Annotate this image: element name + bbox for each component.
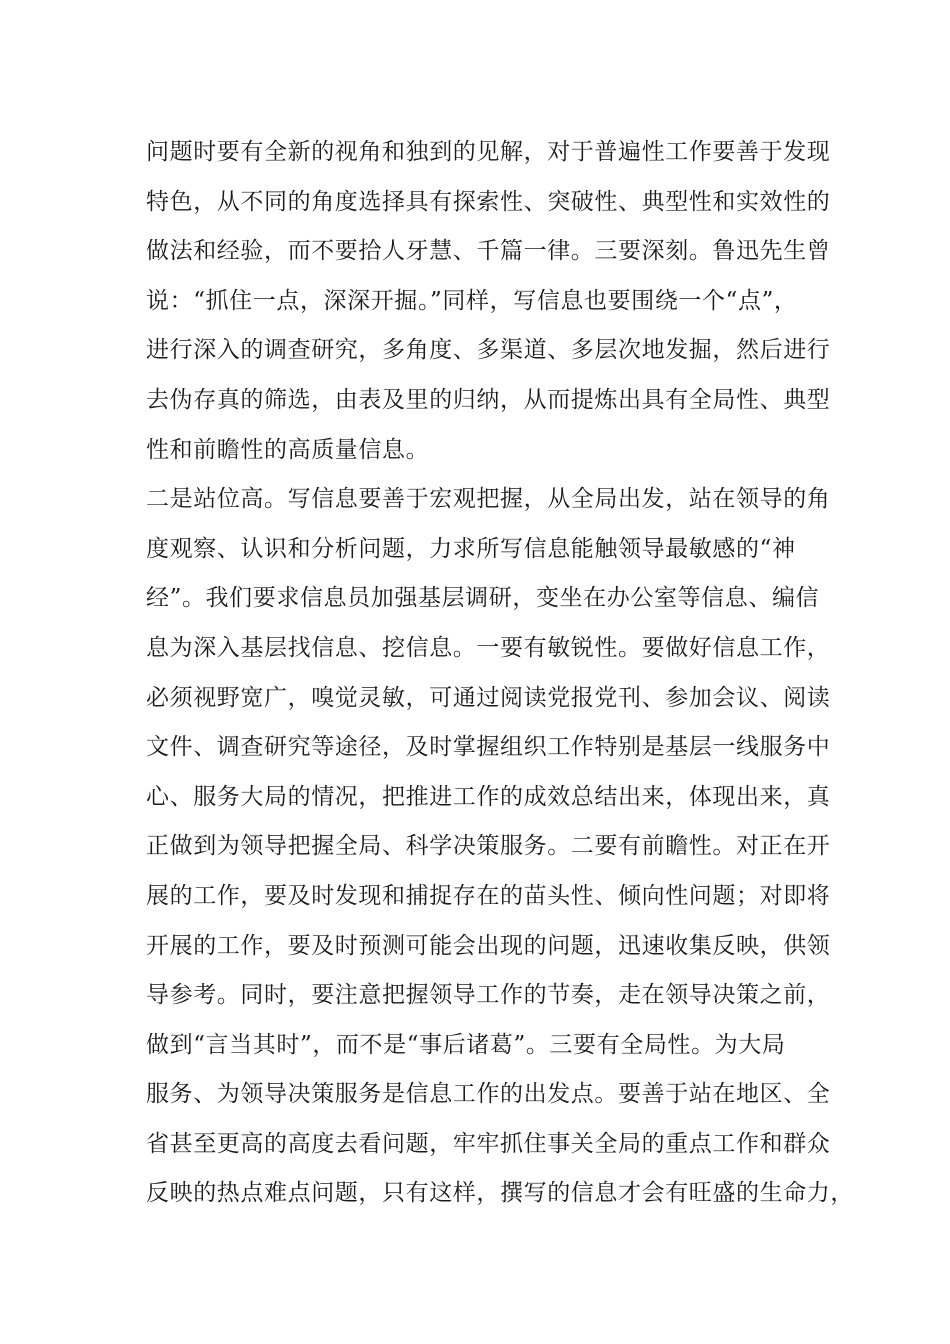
text-line: 反映的热点难点问题，只有这样，撰写的信息才会有旺盛的生命力， [146, 1180, 854, 1207]
text-line: 展的工作，要及时发现和捕捉存在的苗头性、倾向性问题；对即将 [146, 882, 831, 909]
text-line: 进行深入的调查研究，多角度、多渠道、多层次地发掘，然后进行 [146, 337, 831, 364]
text-line: 性和前瞻性的高质量信息。 [146, 436, 430, 463]
text-line: 去伪存真的筛选，由表及里的归纳，从而提炼出具有全局性、典型 [146, 386, 831, 413]
text-line: 省甚至更高的高度去看问题，牢牢抓住事关全局的重点工作和群众 [146, 1130, 831, 1157]
text-line: 文件、调查研究等途径，及时掌握组织工作特别是基层一线服务中 [146, 734, 831, 761]
text-line: 做到“言当其时”，而不是“事后诸葛”。三要有全局性。为大局 [146, 1031, 786, 1058]
text-line: 问题时要有全新的视角和独到的见解，对于普遍性工作要善于发现 [146, 139, 831, 165]
text-line: 二是站位高。写信息要善于宏观把握，从全局出发，站在领导的角 [146, 486, 831, 513]
text-line: 息为深入基层找信息、挖信息。一要有敏锐性。要做好信息工作， [146, 634, 831, 661]
text-line: 经”。我们要求信息员加强基层调研，变坐在办公室等信息、编信 [146, 585, 820, 612]
text-line: 心、服务大局的情况，把推进工作的成效总结出来，体现出来，真 [146, 783, 831, 810]
text-line: 度观察、认识和分析问题，力求所写信息能触领导最敏感的“神 [146, 535, 796, 562]
text-line: 说：“抓住一点，深深开掘。”同样，写信息也要围绕一个“点”， [146, 287, 798, 314]
text-line: 开展的工作，要及时预测可能会出现的问题，迅速收集反映，供领 [146, 932, 831, 959]
text-line: 正做到为领导把握全局、科学决策服务。二要有前瞻性。对正在开 [146, 833, 831, 860]
body-text [146, 128, 854, 1219]
text-line: 导参考。同时，要注意把握领导工作的节奏，走在领导决策之前， [146, 982, 831, 1009]
text-line: 特色，从不同的角度选择具有探索性、突破性、典型性和实效性的 [146, 188, 831, 215]
text-line: 服务、为领导决策服务是信息工作的出发点。要善于站在地区、全 [146, 1081, 831, 1108]
text-line: 必须视野宽广，嗅觉灵敏，可通过阅读党报党刊、参加会议、阅读 [146, 684, 831, 711]
text-line: 做法和经验，而不要拾人牙慧、千篇一律。三要深刻。鲁迅先生曾 [146, 238, 831, 265]
